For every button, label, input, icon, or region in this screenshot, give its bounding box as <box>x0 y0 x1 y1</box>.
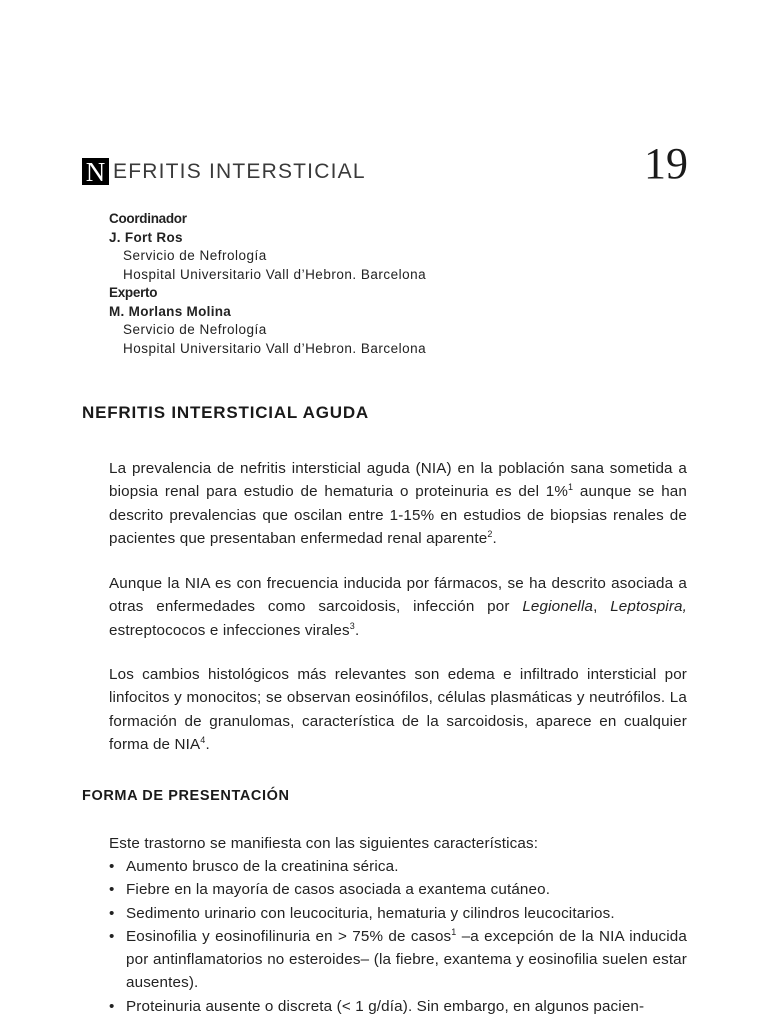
paragraph-text: Aunque la NIA es con frecuencia inducida por fármacos, se ha descrito asociada a otras enfermedades como sarcoidosis, infección por <box>109 575 687 616</box>
list-item <box>109 855 687 878</box>
list-item-text: –a excepción de la NIA inducida por antinflamatorios no esteroides– (la fiebre, exantema y eosinofilia suelen estar ausentes). <box>126 927 687 992</box>
list-item-text: Fiebre en la mayoría de casos asociada a exantema cutáneo. <box>126 881 551 899</box>
paragraph-text: estreptococos e infecciones virales <box>109 621 350 639</box>
paragraph-prevalence <box>109 457 687 550</box>
bullet-icon: • <box>109 997 115 1015</box>
coordinator-hospital: Hospital Universitario Vall d’Hebron. Barcelona <box>123 266 427 282</box>
italic-term: Legionella <box>522 598 594 616</box>
reference-mark: 1 <box>451 926 457 937</box>
list-item <box>109 878 687 901</box>
paragraph-histology <box>109 663 687 756</box>
list-item-text: Proteinuria ausente o discreta (< 1 g/día). Sin embargo, en algunos pacien- <box>126 997 645 1015</box>
list-item <box>109 925 687 995</box>
chapter-number: 19 <box>644 139 688 188</box>
chapter-initial: N <box>82 158 109 185</box>
expert-service: Servicio de Nefrología <box>123 322 267 337</box>
list-item-text: Aumento brusco de la creatinina sérica. <box>126 858 399 875</box>
coordinator-role: Coordinador <box>109 211 187 226</box>
paragraph-text: . <box>492 529 497 547</box>
paragraph-text: . <box>205 735 210 753</box>
subheading-presentation: FORMA DE PRESENTACIÓN <box>82 788 290 804</box>
expert-hospital: Hospital Universitario Vall d’Hebron. Barcelona <box>123 340 427 356</box>
bullet-icon: • <box>109 904 115 922</box>
presentation-intro: Este trastorno se manifiesta con las siguientes características: <box>109 835 539 852</box>
expert-name: M. Morlans Molina <box>109 303 232 319</box>
paragraph-text: Los cambios histológicos más relevantes son edema e infiltrado intersticial por linfocitos y monocitos; se observan eosinófilos, células plasmáticas y neutrófilos. La formación de granulomas, característica de la sarcoidosis, aparece en cualquier forma de NIA <box>109 666 687 753</box>
reference-mark: 3 <box>349 620 355 631</box>
paragraph-text: . <box>354 621 360 639</box>
bullet-icon: • <box>109 927 115 945</box>
paragraph-text: La prevalencia de nefritis intersticial aguda (NIA) en la población sana sometida a biopsia renal para estudio de hematuria o proteinuria es del 1% <box>109 460 687 501</box>
paragraph-text: , <box>593 598 611 616</box>
section-heading: NEFRITIS INTERSTICIAL AGUDA <box>82 403 369 422</box>
chapter-header <box>82 139 688 188</box>
presentation-list <box>109 855 687 1018</box>
italic-term: Leptospira, <box>610 598 687 616</box>
paragraph-text: aunque se han descrito prevalencias que oscilan entre 1-15% en estudios de biopsias renales de pacientes que presentaban enfermedad renal aparente <box>109 483 687 547</box>
list-item-text: Eosinofilia y eosinofilinuria en > 75% de casos <box>126 927 452 945</box>
coordinator-name: J. Fort Ros <box>109 229 183 245</box>
list-item <box>109 902 687 925</box>
expert-role: Experto <box>109 285 158 300</box>
bullet-icon: • <box>109 881 115 899</box>
reference-mark: 4 <box>200 734 206 745</box>
reference-mark: 1 <box>568 482 574 493</box>
chapter-credits <box>109 210 426 358</box>
bullet-icon: • <box>109 858 115 875</box>
reference-mark: 2 <box>487 528 493 539</box>
coordinator-service: Servicio de Nefrología <box>123 248 267 263</box>
list-item <box>109 995 687 1018</box>
paragraph-etiology <box>109 572 687 642</box>
list-item-text: Sedimento urinario con leucocituria, hematuria y cilindros leucocitarios. <box>126 904 615 922</box>
chapter-title: EFRITIS INTERSTICIAL <box>113 160 366 183</box>
